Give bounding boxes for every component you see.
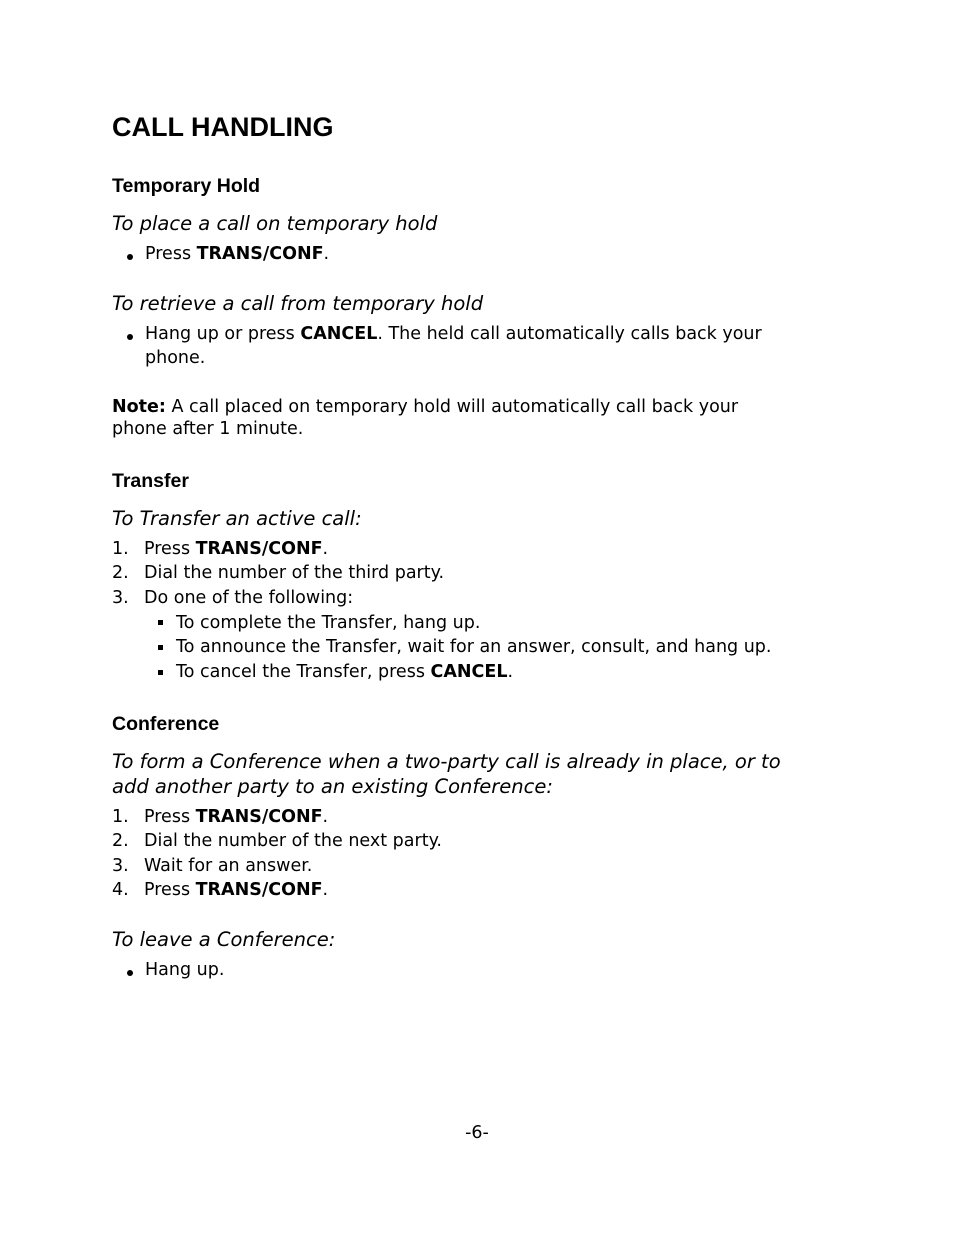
list-item-retrieve-hold-line2: phone. [145,348,206,368]
step-number: 2. [112,831,129,851]
note-paragraph: Note: A call placed on temporary hold will automatically call back your [112,397,739,417]
subheading-conference-line2: add another party to an existing Conference: [112,775,553,798]
transfer-option-complete: To complete the Transfer, hang up. [176,613,481,633]
bullet-icon [127,334,133,340]
list-item-retrieve-hold: Hang up or press CANCEL. The held call automatically calls back your [145,324,762,344]
list-item-place-hold: Press TRANS/CONF. [145,244,330,264]
transfer-step-1: Press TRANS/CONF. [144,539,329,559]
conference-step-2: Dial the number of the next party. [144,831,442,851]
square-bullet-icon [158,670,163,675]
subheading-leave-conference: To leave a Conference: [112,928,336,951]
page-title: CALL HANDLING [112,112,334,142]
conference-step-1: Press TRANS/CONF. [144,807,329,827]
section-heading-conference: Conference [112,713,220,735]
step-number: 4. [112,880,129,900]
transfer-step-2: Dial the number of the third party. [144,563,445,583]
subheading-transfer: To Transfer an active call: [112,507,362,530]
bullet-icon [127,970,133,976]
note-paragraph-line2: phone after 1 minute. [112,419,304,439]
transfer-option-announce: To announce the Transfer, wait for an answer, consult, and hang up. [176,637,772,657]
transfer-option-cancel: To cancel the Transfer, press CANCEL. [176,662,514,682]
step-number: 1. [112,539,129,559]
section-heading-temporary-hold: Temporary Hold [112,175,261,197]
step-number: 1. [112,807,129,827]
conference-step-4: Press TRANS/CONF. [144,880,329,900]
bullet-icon [127,254,133,260]
section-heading-transfer: Transfer [112,470,189,492]
square-bullet-icon [158,645,163,650]
square-bullet-icon [158,620,163,625]
subheading-conference: To form a Conference when a two-party call is already in place, or to [112,750,781,773]
page-number: -6- [465,1123,489,1143]
step-number: 3. [112,588,129,608]
conference-step-3: Wait for an answer. [144,856,313,876]
list-item-leave-conference: Hang up. [145,960,225,980]
step-number: 3. [112,856,129,876]
subheading-retrieve-hold: To retrieve a call from temporary hold [112,292,484,315]
transfer-step-3: Do one of the following: [144,588,354,608]
subheading-place-hold: To place a call on temporary hold [112,212,438,235]
step-number: 2. [112,563,129,583]
